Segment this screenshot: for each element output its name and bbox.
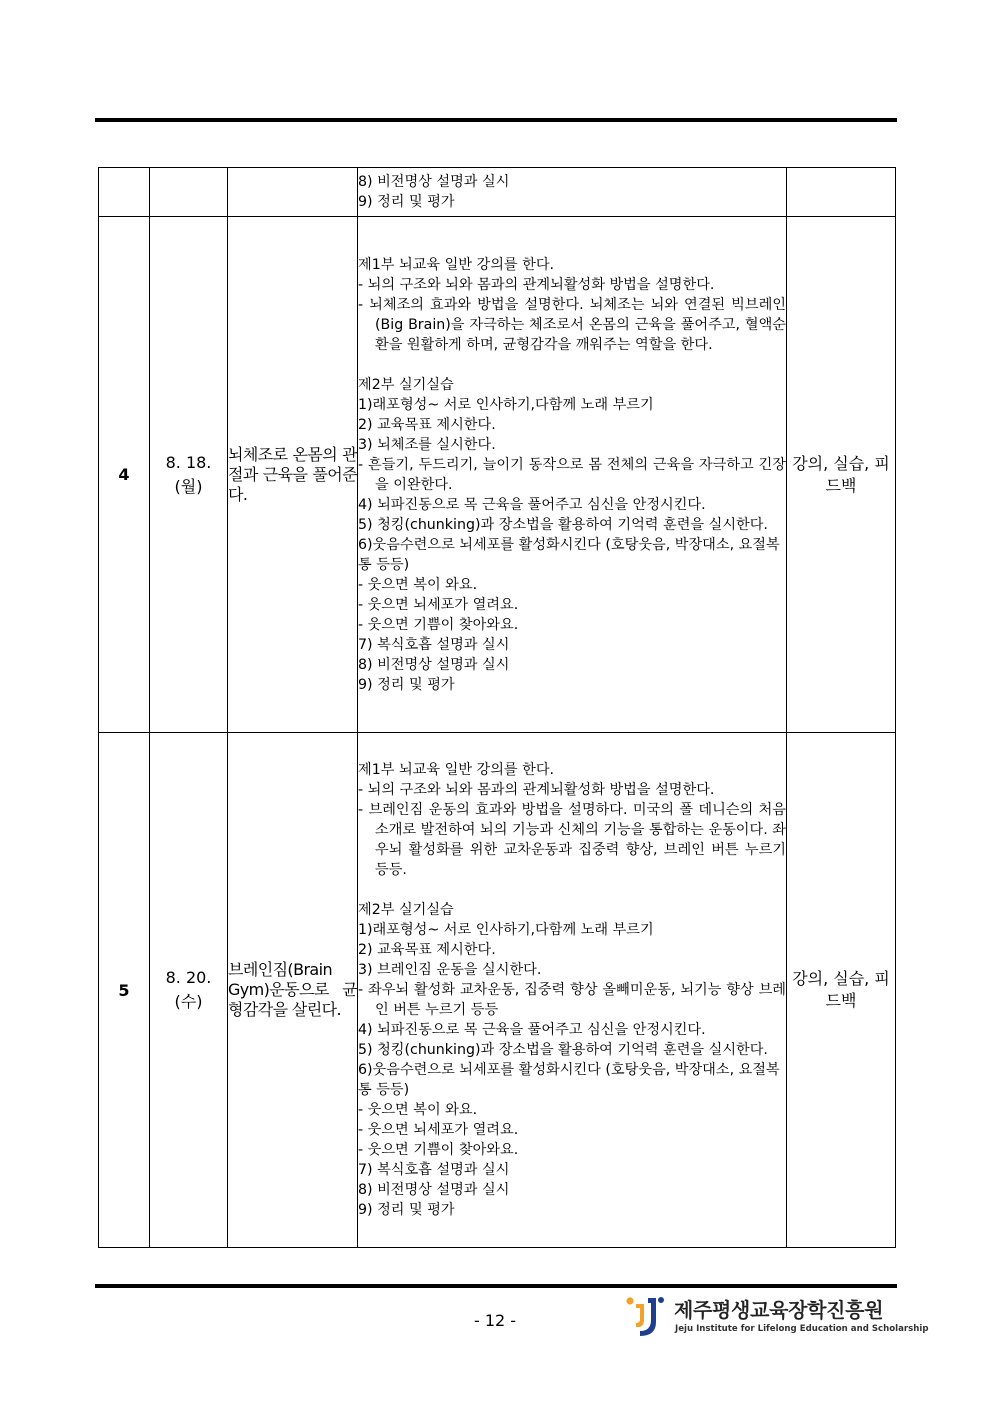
content-line: - 웃으면 뇌세포가 열려요. (358, 596, 519, 613)
session-number: 5 (99, 733, 150, 1248)
session-number (99, 168, 150, 217)
teaching-method: 강의, 실습, 피드백 (787, 733, 896, 1248)
table-row (99, 168, 896, 217)
content-line: - 좌우뇌 활성화 교차운동, 집중력 향상 올빼미운동, 뇌기능 향상 브레인 버튼 누르기 등등 (358, 982, 786, 1018)
teaching-method: 강의, 실습, 피드백 (787, 217, 896, 733)
content-line: - 웃으면 기쁨이 찾아와요. (358, 1142, 519, 1158)
session-topic: 브레인짐(Brain Gym)운동으로 균형감각을 살린다. (228, 733, 358, 1248)
content-line: 4) 뇌파진동으로 목 근육을 풀어주고 심신을 안정시킨다. (358, 496, 706, 513)
content-line: 8) 비전명상 설명과 실시 (358, 1182, 510, 1198)
session-date (150, 217, 228, 733)
content-line: 제2부 실기실습 (358, 376, 454, 393)
table-row (99, 733, 896, 1248)
content-line: - 뇌의 구조와 뇌와 몸과의 관계뇌활성화 방법을 설명한다. (358, 782, 715, 798)
content-line: 제1부 뇌교육 일반 강의를 한다. (358, 256, 555, 273)
page-number: - 12 - (473, 1311, 517, 1330)
session-date (150, 733, 228, 1248)
session-date-weekday: (월) (174, 476, 203, 496)
session-date-weekday: (수) (174, 992, 203, 1011)
session-number: 4 (99, 217, 150, 733)
content-line: - 웃으면 기쁨이 찾아와요. (358, 616, 519, 633)
content-line: 2) 교육목표 제시한다. (358, 942, 496, 958)
content-spacer (358, 880, 786, 900)
content-line: 8) 비전명상 설명과 실시 (358, 656, 510, 673)
content-line: 9) 정리 및 평가 (358, 1202, 455, 1218)
organization-name-english: Jeju Institute for Lifelong Education and Scholarship (675, 1324, 929, 1334)
content-line: 7) 복식호흡 설명과 실시 (358, 636, 510, 653)
content-line: 3) 뇌체조를 실시한다. (358, 436, 496, 453)
content-line: 9) 정리 및 평가 (358, 676, 455, 693)
session-date (150, 168, 228, 217)
lesson-plan-table (98, 167, 896, 1248)
content-line: - 웃으면 복이 와요. (358, 1102, 478, 1118)
content-line: - 뇌의 구조와 뇌와 몸과의 관계뇌활성화 방법을 설명한다. (358, 276, 715, 293)
session-topic (228, 168, 358, 217)
content-line: 6)웃음수련으로 뇌세포를 활성화시킨다 (호탕웃음, 박장대소, 요절복통 등등) (358, 536, 780, 573)
organization-logo (624, 1294, 929, 1340)
content-line: - 뇌체조의 효과와 방법을 설명한다. 뇌체조는 뇌와 연결된 빅브레인(Big Brain)을 자극하는 체조로서 온몸의 근육을 풀어주고, 혈액순환을 원활하게 하며, 균형감각을 깨워주는 역할을 한다. (358, 296, 786, 353)
content-line: 5) 청킹(chunking)과 장소법을 활용하여 기억력 훈련을 실시한다. (358, 516, 768, 533)
footer-rule (95, 1284, 897, 1288)
content-line: 3) 브레인짐 운동을 실시한다. (358, 962, 542, 978)
content-line: - 웃으면 뇌세포가 열려요. (358, 1122, 519, 1138)
content-line: 8) 비전명상 설명과 실시 (358, 174, 510, 190)
content-line: 5) 청킹(chunking)과 장소법을 활용하여 기억력 훈련을 실시한다. (358, 1042, 768, 1058)
session-topic: 뇌체조로 온몸의 관절과 근육을 풀어준다. (228, 217, 358, 733)
content-line: 2) 교육목표 제시한다. (358, 416, 496, 433)
content-line: 6)웃음수련으로 뇌세포를 활성화시킨다 (호탕웃음, 박장대소, 요절복통 등등) (358, 1062, 780, 1098)
content-line: - 웃으면 복이 와요. (358, 576, 478, 593)
session-date-day: 8. 18. (165, 452, 212, 472)
header-rule (95, 118, 897, 122)
content-line: 4) 뇌파진동으로 목 근육을 풀어주고 심신을 안정시킨다. (358, 1022, 706, 1038)
jeju-logo-icon (624, 1294, 670, 1340)
content-line: 1)래포형성~ 서로 인사하기,다함께 노래 부르기 (358, 396, 654, 413)
content-spacer (358, 355, 786, 375)
session-content (358, 168, 787, 217)
content-line: 7) 복식호흡 설명과 실시 (358, 1162, 510, 1178)
session-content (358, 733, 787, 1248)
content-line: - 흔들기, 두드리기, 늘이기 동작으로 몸 전체의 근육을 자극하고 긴장을 이완한다. (358, 456, 786, 493)
content-line: 제1부 뇌교육 일반 강의를 한다. (358, 762, 555, 778)
content-line: 1)래포형성~ 서로 인사하기,다함께 노래 부르기 (358, 922, 654, 938)
session-date-day: 8. 20. (165, 968, 212, 987)
organization-name-korean: 제주평생교육장학진흥원 (674, 1298, 884, 1322)
teaching-method (787, 168, 896, 217)
content-line: - 브레인짐 운동의 효과와 방법을 설명하다. 미국의 폴 데니슨의 처음 소개로 발전하여 뇌의 기능과 신체의 기능을 통합하는 운동이다. 좌우뇌 활성화를 위한 교차운동과 집중력 향상, 브레인 버튼 누르기 등등. (358, 802, 786, 878)
session-content (358, 217, 787, 733)
content-line: 9) 정리 및 평가 (358, 194, 455, 210)
content-line: 제2부 실기실습 (358, 902, 454, 918)
table-row (99, 217, 896, 733)
